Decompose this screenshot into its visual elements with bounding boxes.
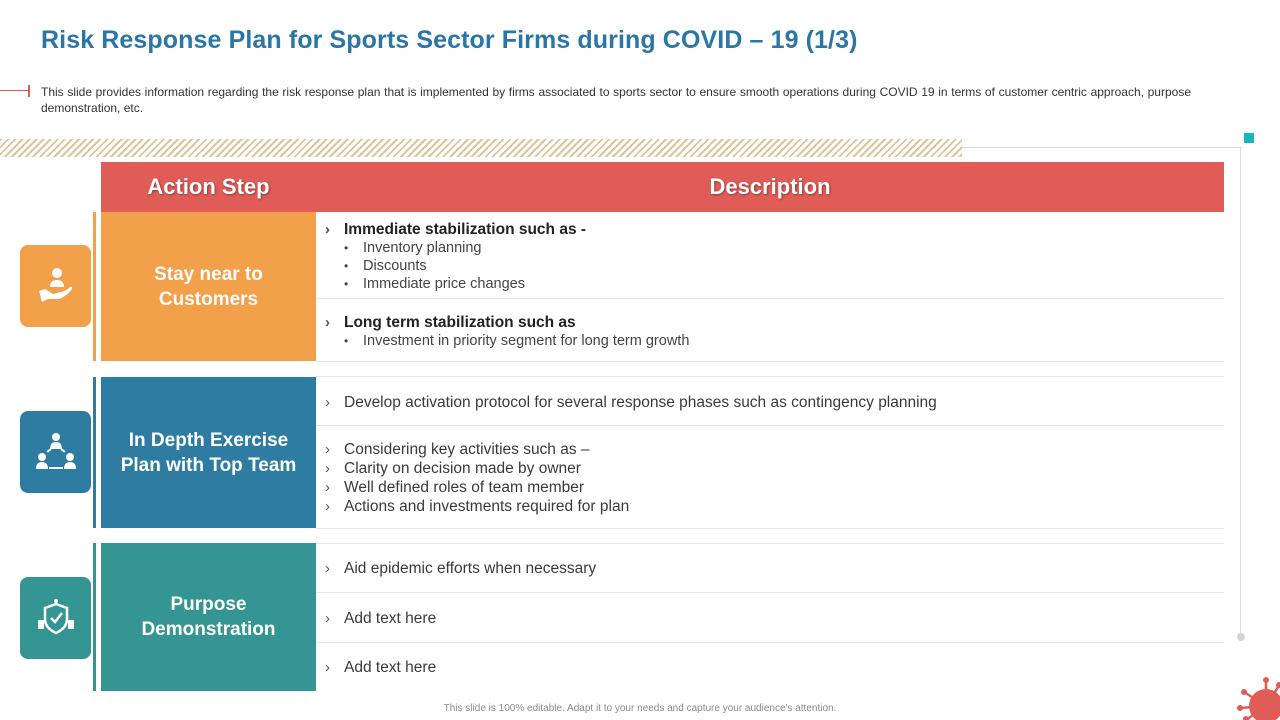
bullet-dot-icon: • — [344, 241, 349, 255]
slide-title: Risk Response Plan for Sports Sector Firms during COVID – 19 (1/3) — [41, 26, 858, 54]
bullet-item: • Inventory planning — [344, 240, 482, 256]
hand-holding-person-icon — [35, 265, 77, 307]
bullet-item: • Immediate price changes — [344, 276, 525, 292]
row-2-block-1 — [316, 393, 1224, 412]
description-item: › Clarity on decision made by owner — [316, 459, 1224, 478]
row-divider — [316, 425, 1224, 426]
frame-corner-square — [1244, 133, 1254, 143]
row-3-block-3 — [316, 658, 1224, 677]
row-divider — [316, 376, 1224, 377]
row-2-accent-bar — [93, 377, 96, 528]
chevron-right-icon: › — [325, 560, 330, 577]
description-item: › Aid epidemic efforts when necessary — [316, 559, 1224, 578]
chevron-right-icon: › — [325, 460, 330, 477]
frame-right-rule — [1240, 147, 1241, 637]
chevron-right-icon: › — [325, 479, 330, 496]
description-item: › Immediate stabilization such as - — [316, 220, 1224, 239]
chevron-right-icon: › — [325, 441, 330, 458]
chevron-right-icon: › — [325, 314, 330, 331]
row-divider — [316, 298, 1224, 299]
row-3-block-1 — [316, 559, 1224, 578]
shield-protection-icon — [36, 598, 76, 638]
row-3-action-step: Purpose Demonstration — [101, 543, 316, 691]
bullet-dot-icon: • — [344, 277, 349, 291]
description-item: › Add text here — [316, 609, 1224, 628]
row-1-block-1 — [316, 220, 1224, 293]
description-item: › Well defined roles of team member — [316, 478, 1224, 497]
description-item: › Actions and investments required for plan — [316, 497, 1224, 516]
header-description: Description — [709, 174, 831, 199]
row-3-accent-bar — [93, 543, 96, 691]
description-item: › Add text here — [316, 658, 1224, 677]
hatched-band — [0, 139, 962, 157]
subtitle-accent-mark — [28, 85, 30, 97]
description-item: › Long term stabilization such as — [316, 313, 1224, 332]
chevron-right-icon: › — [325, 221, 330, 238]
row-3-block-2 — [316, 609, 1224, 628]
row-3-icon-tile — [20, 577, 91, 659]
row-2-icon-tile — [20, 411, 91, 493]
team-network-icon — [34, 430, 78, 474]
chevron-right-icon: › — [325, 659, 330, 676]
row-divider — [316, 543, 1224, 544]
row-1-block-2 — [316, 313, 1224, 350]
subtitle-accent-line — [0, 90, 30, 91]
row-divider — [316, 642, 1224, 643]
slide-footer: This slide is 100% editable. Adapt it to your needs and capture your audience's attention. — [443, 703, 837, 714]
bullet-dot-icon: • — [344, 334, 349, 348]
row-divider — [316, 592, 1224, 593]
row-1-icon-tile — [20, 245, 91, 327]
description-item: › Develop activation protocol for several response phases such as contingency planning — [316, 393, 1224, 412]
frame-top-rule — [962, 147, 1242, 148]
bullet-dot-icon: • — [344, 259, 349, 273]
row-2-action-step: In Depth Exercise Plan with Top Team — [101, 377, 316, 528]
description-item: › Considering key activities such as – — [316, 440, 1224, 459]
bullet-item: • Investment in priority segment for long term growth — [344, 333, 690, 349]
frame-end-dot — [1237, 633, 1245, 641]
header-action-step: Action Step — [147, 174, 270, 199]
row-1-accent-bar — [93, 212, 96, 361]
row-2-block-2 — [316, 440, 1224, 516]
chevron-right-icon: › — [325, 394, 330, 411]
row-divider — [316, 528, 1224, 529]
chevron-right-icon: › — [325, 610, 330, 627]
chevron-right-icon: › — [325, 498, 330, 515]
row-1-action-step: Stay near to Customers — [101, 212, 316, 361]
row-divider — [316, 361, 1224, 362]
table-header — [101, 162, 1224, 212]
bullet-item: • Discounts — [344, 258, 427, 274]
slide-subtitle: This slide provides information regarding the risk response plan that is implemented by firms associated to sports sector to ensure smooth operations during COVID 19 in terms of customer centric approach, purpose demonstration, etc. — [41, 85, 1191, 115]
